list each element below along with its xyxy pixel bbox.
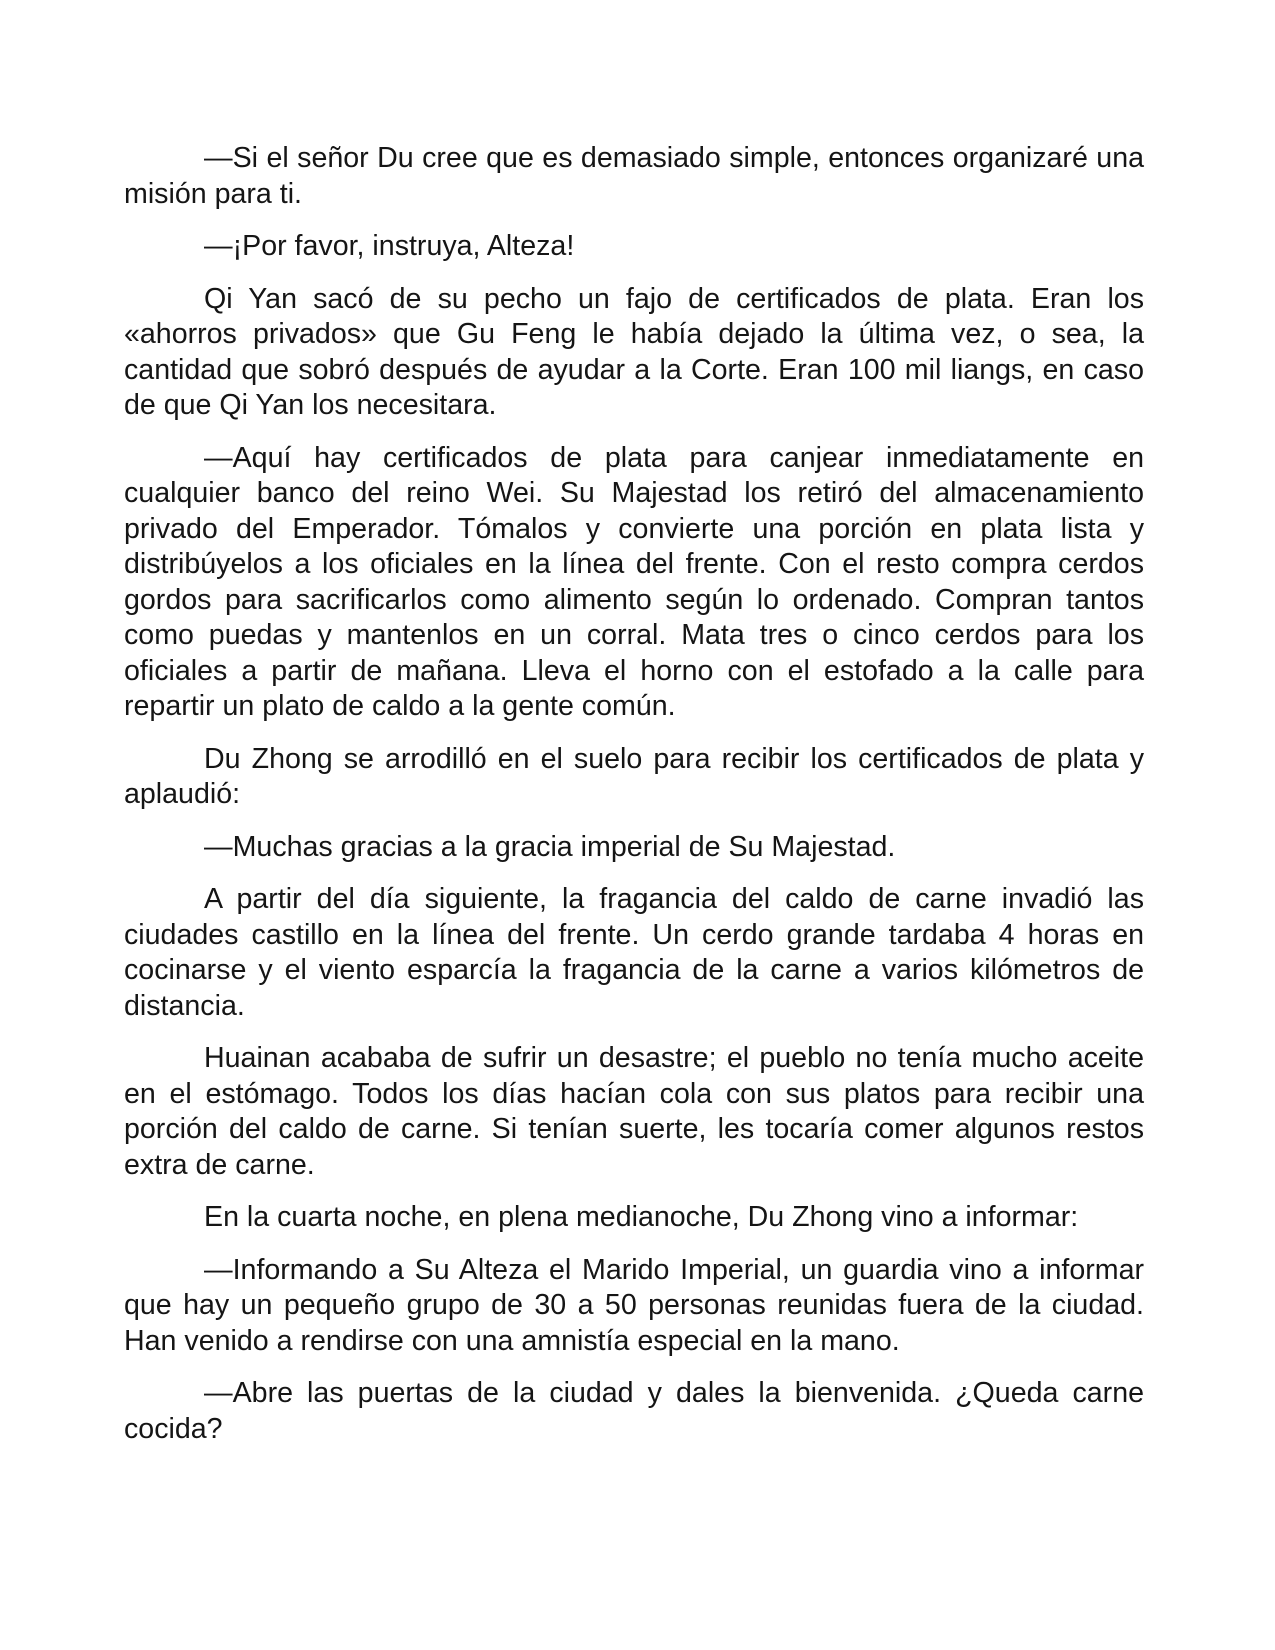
paragraph-7: A partir del día siguiente, la fragancia del caldo de carne invadió las ciudades castillo en la línea del frente. Un cerdo grande tardaba 4 horas en cocinarse y el viento esparcía la fragancia de la carne a varios kilómetros de distancia. — [124, 883, 1144, 1022]
paragraph-6: —Muchas gracias a la gracia imperial de Su Majestad. — [204, 830, 896, 863]
paragraph-10: —Informando a Su Alteza el Marido Imperial, un guardia vino a informar que hay un pequeño grupo de 30 a 50 personas reunidas fuera de la ciudad. Han venido a rendirse con una amnistía especial en la mano. — [124, 1253, 1144, 1357]
paragraph-11: —Abre las puertas de la ciudad y dales la bienvenida. ¿Queda carne cocida? — [124, 1377, 1144, 1445]
body-text — [124, 141, 1144, 1464]
paragraph-8: Huainan acababa de sufrir un desastre; el pueblo no tenía mucho aceite en el estómago. Todos los días hacían cola con sus platos para recibir una porción del caldo de carne. Si tenían suerte, les tocaría comer algunos restos extra de carne. — [124, 1042, 1144, 1181]
paragraph-3: Qi Yan sacó de su pecho un fajo de certificados de plata. Eran los «ahorros privados» que Gu Feng le había dejado la última vez, o sea, la cantidad que sobró después de ayudar a la Corte. Eran 100 mil liangs, en caso de que Qi Yan los necesitara. — [124, 282, 1144, 421]
paragraph-2: —¡Por favor, instruya, Alteza! — [204, 230, 575, 262]
paragraph-4: —Aquí hay certificados de plata para canjear inmediatamente en cualquier banco del reino Wei. Su Majestad los retiró del almacenamiento privado del Emperador. Tómalos y convierte una porción en plata lista y distribúyelos a los oficiales en la línea del frente. Con el resto compra cerdos gordos para sacrificarlos como alimento según lo ordenado. Compran tantos como puedas y mantenlos en un corral. Mata tres o cinco cerdos para los oficiales a partir de mañana. Lleva el horno con el estofado a la calle para repartir un plato de caldo a la gente común. — [124, 441, 1144, 722]
paragraph-9: En la cuarta noche, en plena medianoche, Du Zhong vino a informar: — [204, 1201, 1079, 1233]
paragraph-1: —Si el señor Du cree que es demasiado simple, entonces organizaré una misión para ti. — [124, 142, 1144, 210]
paragraph-5: Du Zhong se arrodilló en el suelo para recibir los certificados de plata y aplaudió: — [124, 742, 1144, 810]
